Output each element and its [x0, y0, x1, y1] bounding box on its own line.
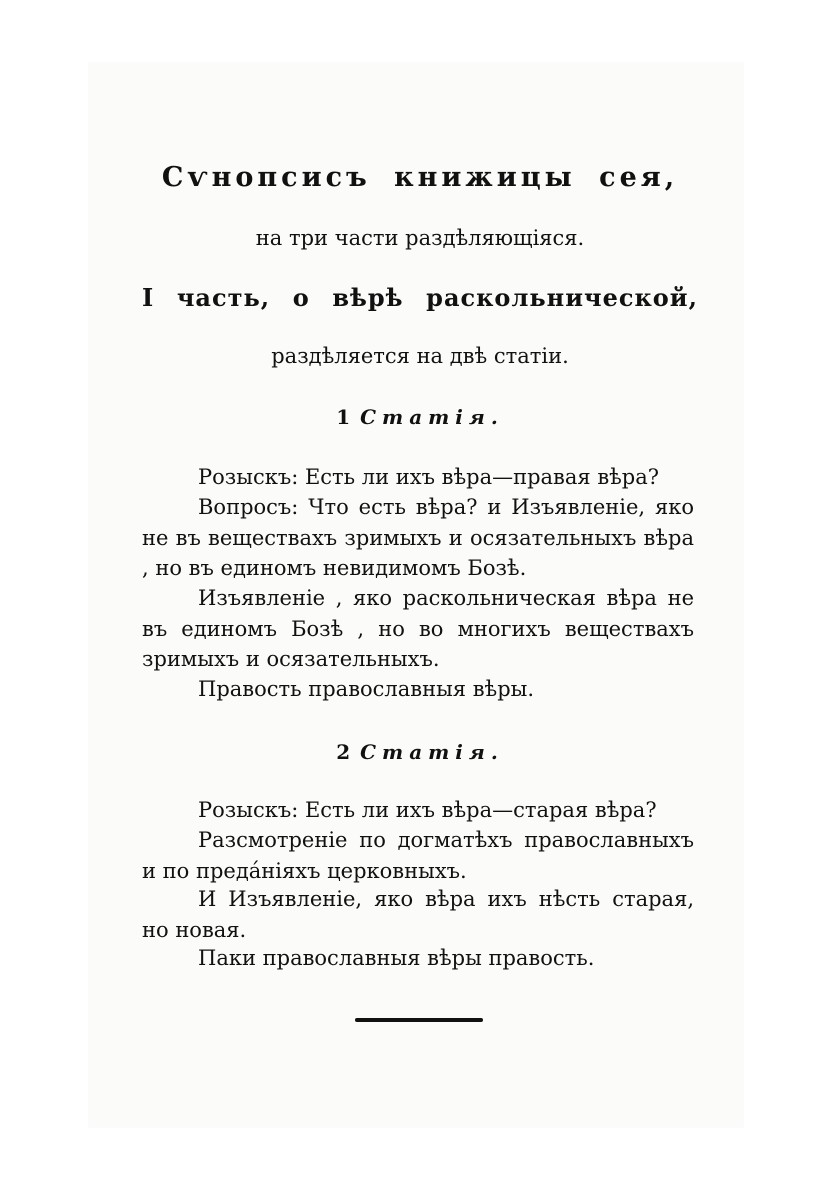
- article-2-paragraph: Розыскъ: Есть ли ихъ вѣра—старая вѣра?: [198, 798, 657, 822]
- article-1-heading: [0, 405, 840, 429]
- part-word: раскольнической,: [426, 283, 698, 312]
- article-2-paragraph: И Изъявленіе, яко вѣра ихъ нѣсть старая, но новая.: [142, 887, 694, 942]
- part-description: раздѣляется на двѣ статіи.: [271, 344, 569, 368]
- article-1-paragraph: Изъявленіе , яко раскольническая вѣра не въ единомъ Бозѣ , но во многихъ веществахъ зримыхъ и осязательныхъ.: [142, 586, 694, 671]
- article-2-paragraph: Паки православныя вѣры правость.: [198, 946, 595, 970]
- article-1-paragraph: Вопросъ: Что есть вѣра? и Изъявленіе, яко не въ веществахъ зримыхъ и осязательныхъ вѣра , но въ единомъ невидимомъ Бозѣ.: [142, 495, 694, 580]
- part-numeral: I: [142, 283, 155, 312]
- page-title: Сѵнопсисъ книжицы сея,: [161, 162, 679, 193]
- article-label: Статія.: [360, 405, 504, 429]
- article-2-paragraph: Разсмотреніе по догматѣхъ православныхъ и по преда́ніяхъ церковныхъ.: [142, 828, 694, 883]
- part-word: часть,: [176, 283, 271, 312]
- closing-rule: [355, 1018, 483, 1022]
- article-number: 2: [336, 740, 351, 764]
- page-subtitle: на три части раздѣляющіяся.: [255, 226, 585, 250]
- article-label: Статія.: [360, 740, 504, 764]
- part-heading: [142, 283, 698, 312]
- article-number: 1: [336, 405, 351, 429]
- article-2-heading: [0, 740, 840, 764]
- article-1-paragraph: Розыскъ: Есть ли ихъ вѣра—правая вѣра?: [198, 465, 660, 489]
- article-1-paragraph: Правость православныя вѣры.: [198, 677, 535, 701]
- part-word: о: [292, 283, 310, 312]
- part-word: вѣрѣ: [332, 283, 404, 312]
